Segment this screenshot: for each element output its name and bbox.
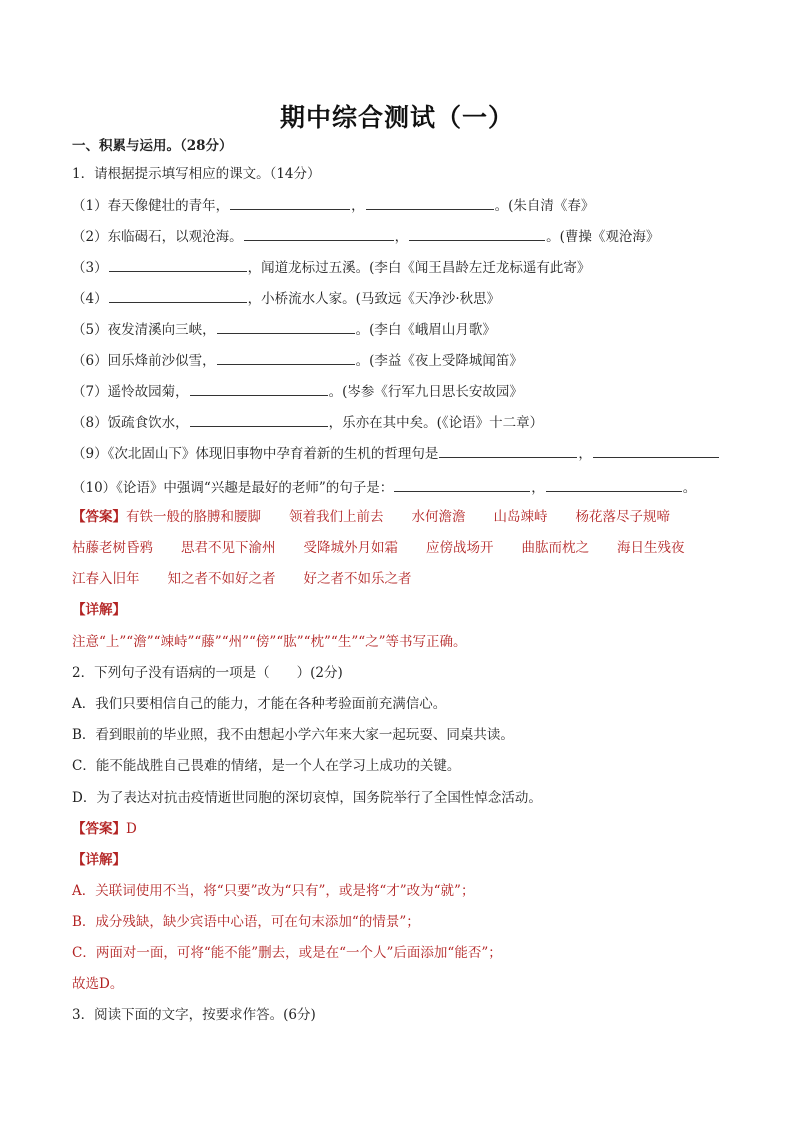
q1-item-8-text: （8）饭疏食饮水， <box>72 415 189 431</box>
question-1-stem: 1．请根据提示填写相应的课文。（14分） <box>72 166 321 182</box>
answer-label: 【答案】 <box>72 509 126 525</box>
q2-option-b: B．看到眼前的毕业照，我不由想起小学六年来大家一起玩耍、同桌共读。 <box>72 727 514 743</box>
q1-item-2 <box>72 227 659 246</box>
q1-item-5-text: （5）夜发清溪向三峡， <box>72 322 216 338</box>
answer-blank[interactable] <box>217 351 355 365</box>
answer-item: 思君不见下渝州 <box>181 540 276 556</box>
q1-item-1-source: 。(朱自清《春》 <box>494 198 595 214</box>
q1-item-3-text: （3） <box>72 260 108 276</box>
q2-option-a: A．我们只要相信自己的能力，才能在各种考验面前充满信心。 <box>72 696 447 712</box>
q1-detail-text: 注意“上”“澹”“竦峙”“藤”“州”“傍”“肱”“枕”“生”“之”等书写正确。 <box>72 634 467 650</box>
q2-detail-b: B．成分残缺，缺少宾语中心语，可在句末添加“的情景”； <box>72 914 420 930</box>
q1-item-5-source: 。(李白《峨眉山月歌》 <box>355 322 496 338</box>
q1-item-6-source: 。(李益《夜上受降城闻笛》 <box>355 353 523 369</box>
q2-answer <box>72 820 137 838</box>
q1-item-10-text: （10）《论语》中强调“兴趣是最好的老师”的句子是： <box>72 480 394 496</box>
section-heading: 一、积累与运用。（28分） <box>72 138 233 154</box>
answer-item: 领着我们上前去 <box>289 509 384 525</box>
answer-blank[interactable] <box>593 444 719 458</box>
q1-item-10-sep: ， <box>531 480 545 496</box>
answer-item: 受降城外月如霜 <box>303 540 398 556</box>
q1-item-3 <box>72 258 590 277</box>
answer-label: 【答案】 <box>72 821 126 837</box>
q1-item-4-source: ，小桥流水人家。(马致远《天净沙·秋思》 <box>247 291 501 307</box>
answer-blank[interactable] <box>394 478 530 492</box>
q1-item-4 <box>72 289 500 308</box>
answer-item: 江春入旧年 <box>72 571 140 587</box>
q1-item-2-sep: ， <box>394 229 409 245</box>
answer-blank[interactable] <box>230 196 350 210</box>
q1-item-10-end: 。 <box>682 480 697 496</box>
q1-answer-line-3 <box>72 570 412 588</box>
q1-item-9-sep: ， <box>578 446 592 462</box>
q1-answer-line-1 <box>72 508 670 526</box>
q1-item-7-source: 。(岑参《行军九日思长安故园》 <box>328 384 523 400</box>
q2-detail-c: C．两面对一面，可将“能不能”删去，或是在“一个人”后面添加“能否”； <box>72 945 502 961</box>
q2-detail-label: 【详解】 <box>72 852 126 868</box>
q2-detail-a: A．关联词使用不当，将“只要”改为“只有”，或是将“才”改为“就”； <box>72 883 475 899</box>
q1-item-10 <box>72 478 696 497</box>
answer-blank[interactable] <box>366 196 494 210</box>
answer-blank[interactable] <box>409 227 545 241</box>
q1-item-7 <box>72 382 523 401</box>
answer-blank[interactable] <box>109 289 247 303</box>
answer-value: D <box>126 821 137 837</box>
answer-blank[interactable] <box>217 320 355 334</box>
answer-item: 有铁一般的胳膊和腰脚 <box>126 509 261 525</box>
q1-item-8 <box>72 413 543 432</box>
answer-item: 山岛竦峙 <box>493 509 548 525</box>
q1-item-5 <box>72 320 496 339</box>
q2-option-d: D．为了表达对抗击疫情逝世同胞的深切哀悼，国务院举行了全国性悼念活动。 <box>72 790 542 806</box>
q1-item-2-text: （2）东临碣石，以观沧海。 <box>72 229 243 245</box>
answer-blank[interactable] <box>190 413 328 427</box>
question-3-stem: 3．阅读下面的文字，按要求作答。(6分) <box>72 1007 316 1023</box>
q1-item-1-text: （1）春天像健壮的青年， <box>72 198 230 214</box>
q1-answer-line-2 <box>72 539 685 557</box>
answer-item: 知之者不如好之者 <box>167 571 276 587</box>
answer-blank[interactable] <box>190 382 328 396</box>
answer-item: 海日生残夜 <box>617 540 685 556</box>
answer-blank[interactable] <box>439 444 577 458</box>
answer-item: 杨花落尽子规啼 <box>575 509 670 525</box>
answer-blank[interactable] <box>109 258 247 272</box>
answer-item: 曲肱而枕之 <box>521 540 589 556</box>
q1-item-4-text: （4） <box>72 291 108 307</box>
question-2-stem: 2．下列句子没有语病的一项是（ ）(2分) <box>72 665 343 681</box>
q1-item-8-source: ，乐亦在其中矣。(《论语》十二章） <box>328 415 544 431</box>
q1-item-1-sep: ， <box>351 198 365 214</box>
q1-item-7-text: （7）遥怜故园菊， <box>72 384 189 400</box>
q1-detail-label: 【详解】 <box>72 602 126 618</box>
page-title: 期中综合测试（一） <box>279 103 514 132</box>
answer-item: 好之者不如乐之者 <box>303 571 412 587</box>
q1-item-9-text: （9）《次北固山下》体现旧事物中孕育着新的生机的哲理句是 <box>72 446 439 462</box>
answer-item: 枯藤老树昏鸦 <box>72 540 153 556</box>
q1-item-1 <box>72 196 594 215</box>
answer-item: 水何澹澹 <box>411 509 466 525</box>
answer-blank[interactable] <box>244 227 394 241</box>
q1-item-6-text: （6）回乐烽前沙似雪， <box>72 353 216 369</box>
answer-item: 应傍战场开 <box>426 540 494 556</box>
q2-conclusion: 故选D。 <box>72 976 124 992</box>
q1-item-6 <box>72 351 523 370</box>
q1-item-2-source: 。(曹操《观沧海》 <box>546 229 660 245</box>
answer-blank[interactable] <box>546 478 682 492</box>
q2-option-c: C．能不能战胜自己畏难的情绪，是一个人在学习上成功的关键。 <box>72 758 461 774</box>
q1-item-9 <box>72 444 720 463</box>
q1-item-3-source: ，闻道龙标过五溪。(李白《闻王昌龄左迁龙标遥有此寄》 <box>247 260 591 276</box>
